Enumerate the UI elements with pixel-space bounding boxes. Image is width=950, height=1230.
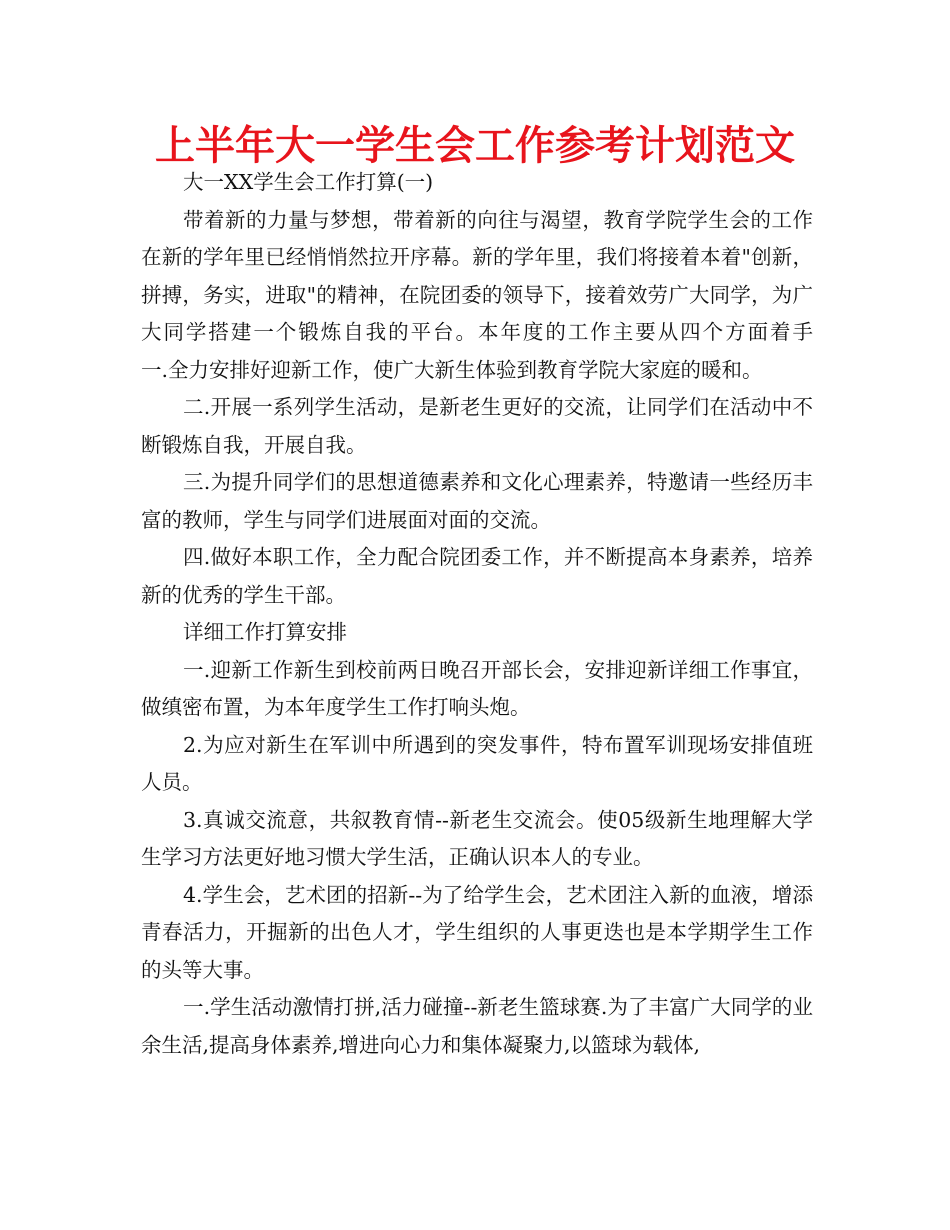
paragraph-item-4: 四.做好本职工作，全力配合院团委工作，并不断提高本身素养，培养新的优秀的学生干部。: [141, 545, 813, 607]
document-title: 上半年大一学生会工作参考计划范文: [155, 123, 795, 169]
paragraph-item-2: 二.开展一系列学生活动，是新老生更好的交流，让同学们在活动中不断锻炼自我，开展自我。: [141, 395, 813, 457]
paragraph-intro: 带着新的力量与梦想，带着新的向往与渴望，教育学院学生会的工作在新的学年里已经悄悄然拉开序幕。新的学年里，我们将接着本着"创新，拼搏，务实，进取"的精神，在院团委的领导下，接着效劳广大同学，为广大同学搭建一个锻炼自我的平台。本年度的工作主要从四个方面着手 一.全力安排好迎新工作，使广大新生体验到教育学院大家庭的暖和。: [141, 207, 854, 382]
paragraph-heading-plan-1: 大一XX学生会工作打算(一): [183, 170, 434, 194]
paragraph-detail-3: 3.真诚交流意，共叙教育情--新老生交流会。使05级新生地理解大学生学习方法更好地习惯大学生活，正确认识本人的专业。: [141, 807, 813, 869]
paragraph-item-3: 三.为提升同学们的思想道德素养和文化心理素养，特邀请一些经历丰富的教师，学生与同学们进展面对面的交流。: [141, 470, 813, 532]
paragraph-heading-detail: 详细工作打算安排: [183, 620, 347, 644]
document-body: [141, 164, 854, 1064]
paragraph-activity-1: 一.学生活动激情打拼,活力碰撞--新老生篮球赛.为了丰富广大同学的业余生活,提高身体素养,增进向心力和集体凝聚力,以篮球为载体,: [141, 995, 813, 1057]
paragraph-detail-4: 4.学生会，艺术团的招新--为了给学生会，艺术团注入新的血液，增添青春活力，开掘新的出色人才，学生组织的人事更迭也是本学期学生工作的头等大事。: [141, 882, 813, 982]
paragraph-detail-2: 2.为应对新生在军训中所遇到的突发事件，特布置军训现场安排值班人员。: [141, 732, 813, 794]
paragraph-detail-1: 一.迎新工作新生到校前两日晚召开部长会，安排迎新详细工作事宜，做缜密布置，为本年度学生工作打响头炮。: [141, 657, 813, 719]
